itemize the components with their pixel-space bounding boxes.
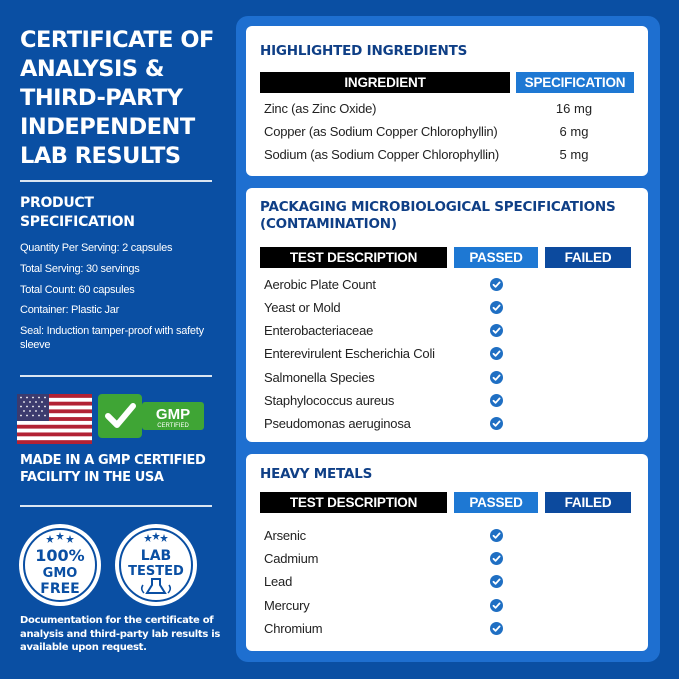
product-specification-heading: PRODUCT SPECIFICATION [20,195,135,230]
test-row: Lead [264,574,293,589]
lab-tested-badge-icon [114,523,198,607]
check-circle-icon [490,417,503,430]
test-row: Yeast or Mold [264,300,341,315]
check-circle-icon [490,599,503,612]
ingredient-spec: 6 mg [559,124,589,139]
ingredient-name: Sodium (as Sodium Copper Chlorophyllin) [264,147,499,162]
ingredient-spec: 16 mg [555,101,593,116]
check-circle-icon [490,324,503,337]
ingredient-name: Zinc (as Zinc Oxide) [264,101,377,116]
ingredient-spec: 5 mg [559,147,589,162]
microbiological-title: PACKAGING MICROBIOLOGICAL SPECIFICATIONS (CONTAMINATION) [260,199,616,232]
test-row: Staphylococcus aureus [264,393,395,408]
gmo-free-badge-icon [18,523,102,607]
specification-list [20,242,215,359]
test-description-header: TEST DESCRIPTION [260,492,447,513]
spec-item: Quantity Per Serving: 2 capsules [20,242,173,254]
gmo-percent-label: 100% [35,546,85,565]
gmp-label: GMP [155,406,191,423]
made-in-usa-text: MADE IN A GMP CERTIFIED FACILITY IN THE USA [20,453,206,485]
documentation-note: Documentation for the certificate of analysis and third-party lab results is available upon request. [20,615,220,653]
divider [20,180,212,182]
test-row: Enterobacteriaceae [264,323,374,338]
spec-item: Container: Plastic Jar [20,304,120,317]
specification-column-header: SPECIFICATION [516,72,634,93]
check-circle-icon [490,394,503,407]
ingredients-title: HIGHLIGHTED INGREDIENTS [260,43,468,59]
check-circle-icon [490,529,503,542]
lab-label: LAB [140,548,172,564]
spec-item: Total Count: 60 capsules [20,283,135,296]
tested-label: TESTED [128,564,184,579]
passed-header: PASSED [454,247,538,268]
heavy-metals-card [246,454,648,651]
check-circle-icon [490,371,503,384]
test-description-header: TEST DESCRIPTION [260,247,447,268]
ingredient-name: Copper (as Sodium Copper Chlorophyllin) [264,124,498,139]
test-row: Mercury [264,598,310,613]
usa-flag-icon [17,394,92,444]
test-row: Salmonella Species [264,370,375,385]
ingredients-card [246,26,648,176]
gmo-free-label: FREE [40,581,80,597]
heavy-metals-title: HEAVY METALS [260,466,373,482]
check-circle-icon [490,278,503,291]
spec-item: Seal: Induction tamper-proof with safety sleeve [20,325,204,351]
test-row: Cadmium [264,551,319,566]
test-row: Chromium [264,621,323,636]
gmp-certified-icon [98,394,208,438]
test-row: Pseudomonas aeruginosa [264,416,411,431]
check-circle-icon [490,301,503,314]
test-row: Enterevirulent Escherichia Coli [264,346,435,361]
ingredient-column-header: INGREDIENT [260,72,510,93]
microbiological-card [246,188,648,442]
check-circle-icon [490,552,503,565]
test-row: Arsenic [264,528,306,543]
page-title: CERTIFICATE OF ANALYSIS & THIRD-PARTY INDEPENDENT LAB RESULTS [20,27,214,169]
divider [20,505,212,507]
failed-header: FAILED [545,247,631,268]
spec-item: Total Serving: 30 servings [20,262,140,275]
gmp-certified-label: CERTIFIED [157,423,189,429]
divider [20,375,212,377]
failed-header: FAILED [545,492,631,513]
check-circle-icon [490,622,503,635]
gmo-label: GMO [42,566,78,581]
test-row: Aerobic Plate Count [264,277,376,292]
check-circle-icon [490,347,503,360]
check-circle-icon [490,575,503,588]
passed-header: PASSED [454,492,538,513]
